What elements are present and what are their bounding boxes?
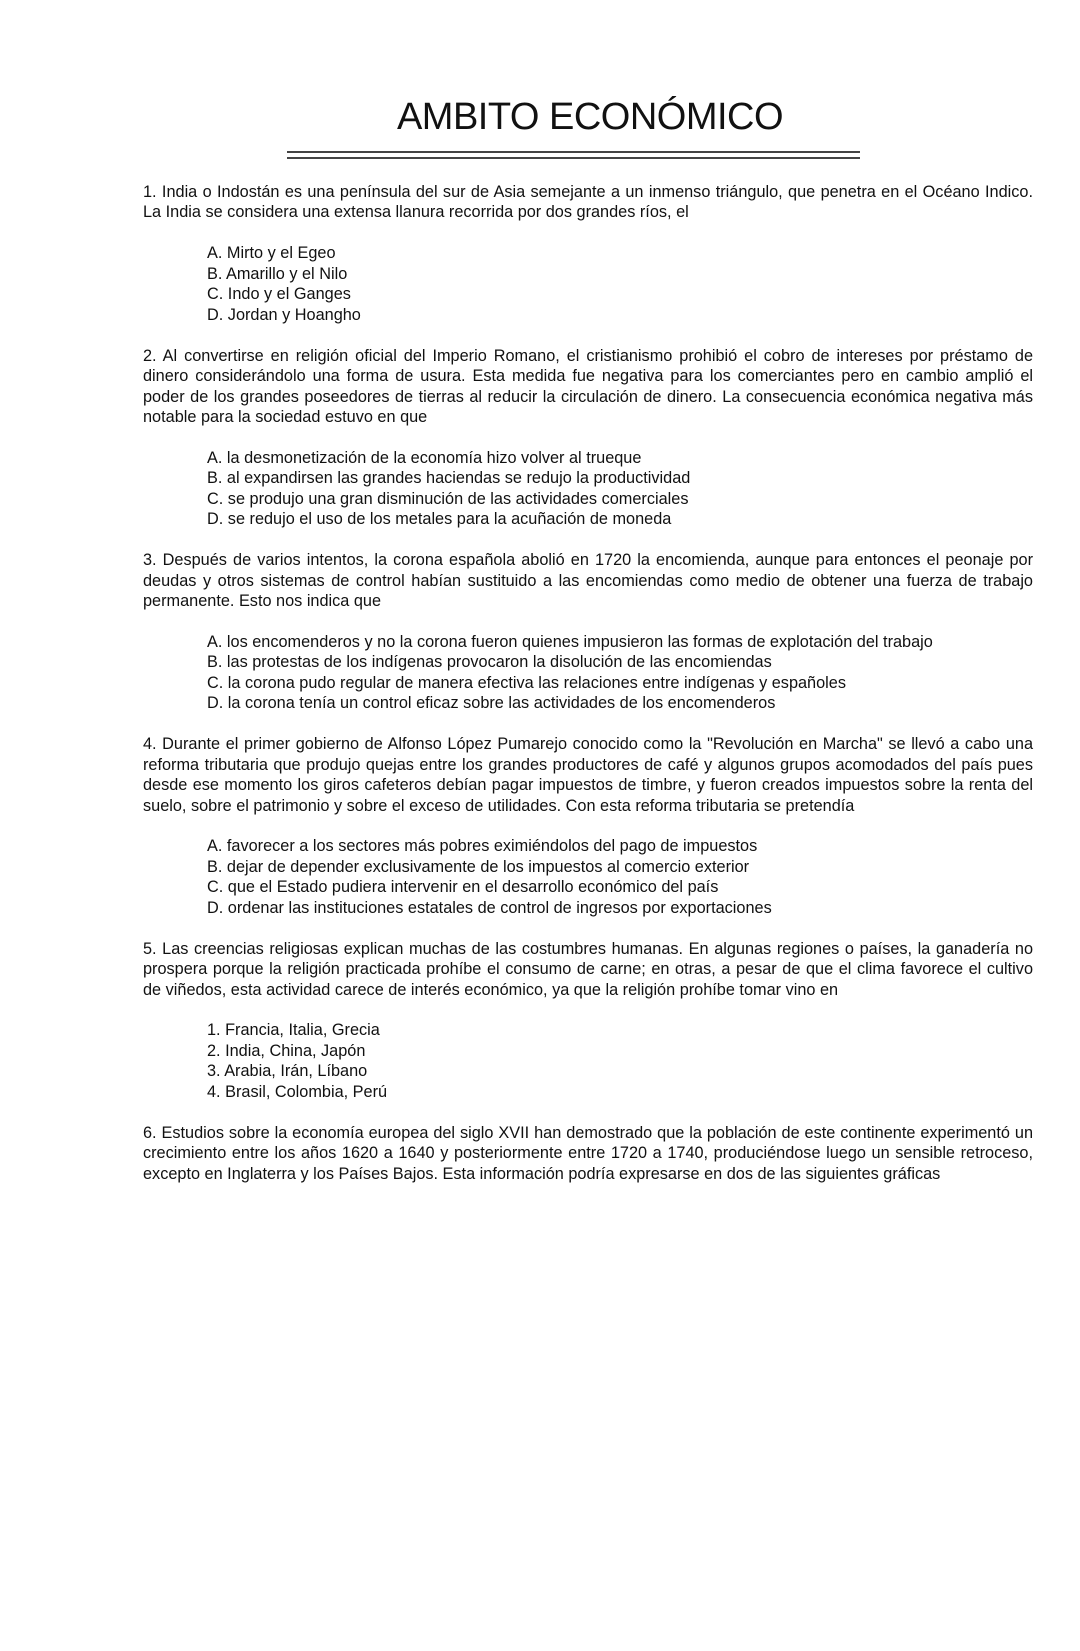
answer-option: C. se produjo una gran disminución de las actividades comerciales: [207, 489, 689, 508]
answer-option: C. que el Estado pudiera intervenir en el desarrollo económico del país: [207, 878, 719, 897]
question-list: [143, 182, 1033, 1204]
answer-options: [207, 632, 1033, 714]
answer-options: [207, 243, 1033, 325]
answer-option: D. la corona tenía un control eficaz sobre las actividades de los encomenderos: [207, 694, 776, 713]
answer-options: [207, 448, 1033, 530]
answer-option: C. la corona pudo regular de manera efectiva las relaciones entre indígenas y españoles: [207, 673, 846, 692]
answer-option: B. dejar de depender exclusivamente de los impuestos al comercio exterior: [207, 857, 750, 876]
answer-option: D. se redujo el uso de los metales para la acuñación de moneda: [207, 510, 672, 529]
answer-options: [207, 1020, 1033, 1102]
answer-option: A. Mirto y el Egeo: [207, 244, 336, 263]
answer-option: D. ordenar las instituciones estatales de control de ingresos por exportaciones: [207, 898, 772, 917]
answer-option: A. la desmonetización de la economía hizo volver al trueque: [207, 448, 642, 467]
question-text: 1. India o Indostán es una península del sur de Asia semejante a un inmenso triángulo, que penetra en el Océano Indico. La India se considera una extensa llanura recorrida por dos grandes ríos, el: [143, 183, 1033, 222]
answer-option: D. Jordan y Hoangho: [207, 305, 361, 324]
question-text: 6. Estudios sobre la economía europea del siglo XVII han demostrado que la población de este continente experimentó un crecimiento entre los años 1620 a 1640 y posteriormente entre 1720 a 1740, produciéndose luego un sensible retroceso, excepto en Inglaterra y los Países Bajos. Esta información podría expresarse en dos de las siguientes gráficas: [143, 1123, 1033, 1183]
page-title: AMBITO ECONÓMICO: [396, 96, 784, 138]
answer-option: 1. Francia, Italia, Grecia: [207, 1021, 380, 1040]
question-text: 4. Durante el primer gobierno de Alfonso López Pumarejo conocido como la "Revolución en Marcha" se llevó a cabo una reforma tributaria que produjo quejas entre los grandes productores de café y algunos grupos acomodados del país pues desde ese momento los giros cafeteros debían pagar impuestos de timbre, y fueron creados impuestos sobre la renta del suelo, sobre el patrimonio y sobre el exceso de utilidades. Con esta reforma tributaria se pretendía: [143, 735, 1033, 815]
answer-option: 4. Brasil, Colombia, Perú: [207, 1082, 388, 1101]
title-divider-bottom: [287, 157, 860, 159]
question-text: 2. Al convertirse en religión oficial del Imperio Romano, el cristianismo prohibió el cobro de intereses por préstamo de dinero considerándolo una forma de usura. Esta medida fue negativa para los comerciantes pero en cambio amplió el poder de los grandes poseedores de tierras al reducir la circulación de dinero. La consecuencia económica negativa más notable para la sociedad estuvo en que: [143, 346, 1033, 426]
answer-option: 3. Arabia, Irán, Líbano: [207, 1062, 368, 1081]
question-text: 5. Las creencias religiosas explican muchas de las costumbres humanas. En algunas regiones o países, la ganadería no prospera porque la religión practicada prohíbe el consumo de carne; en otras, a pesar de que el clima favorece el cultivo de viñedos, esta actividad carece de interés económico, ya que la religión prohíbe tomar vino en: [143, 939, 1033, 999]
title-divider-top: [287, 151, 860, 153]
answer-option: C. Indo y el Ganges: [207, 285, 351, 304]
answer-options: [207, 836, 1033, 918]
question-text: 3. Después de varios intentos, la corona española abolió en 1720 la encomienda, aunque para entonces el peonaje por deudas y otros sistemas de control habían sustituido a las encomiendas como medio de obtener una fuerza de trabajo permanente. Esto nos indica que: [143, 551, 1033, 610]
answer-option: B. las protestas de los indígenas provocaron la disolución de las encomiendas: [207, 653, 772, 672]
answer-option: 2. India, China, Japón: [207, 1041, 366, 1060]
answer-option: B. Amarillo y el Nilo: [207, 264, 348, 283]
answer-option: A. los encomenderos y no la corona fueron quienes impusieron las formas de explotación del trabajo: [207, 632, 933, 651]
answer-option: B. al expandirsen las grandes haciendas se redujo la productividad: [207, 469, 691, 488]
answer-option: A. favorecer a los sectores más pobres eximiéndolos del pago de impuestos: [207, 837, 758, 856]
